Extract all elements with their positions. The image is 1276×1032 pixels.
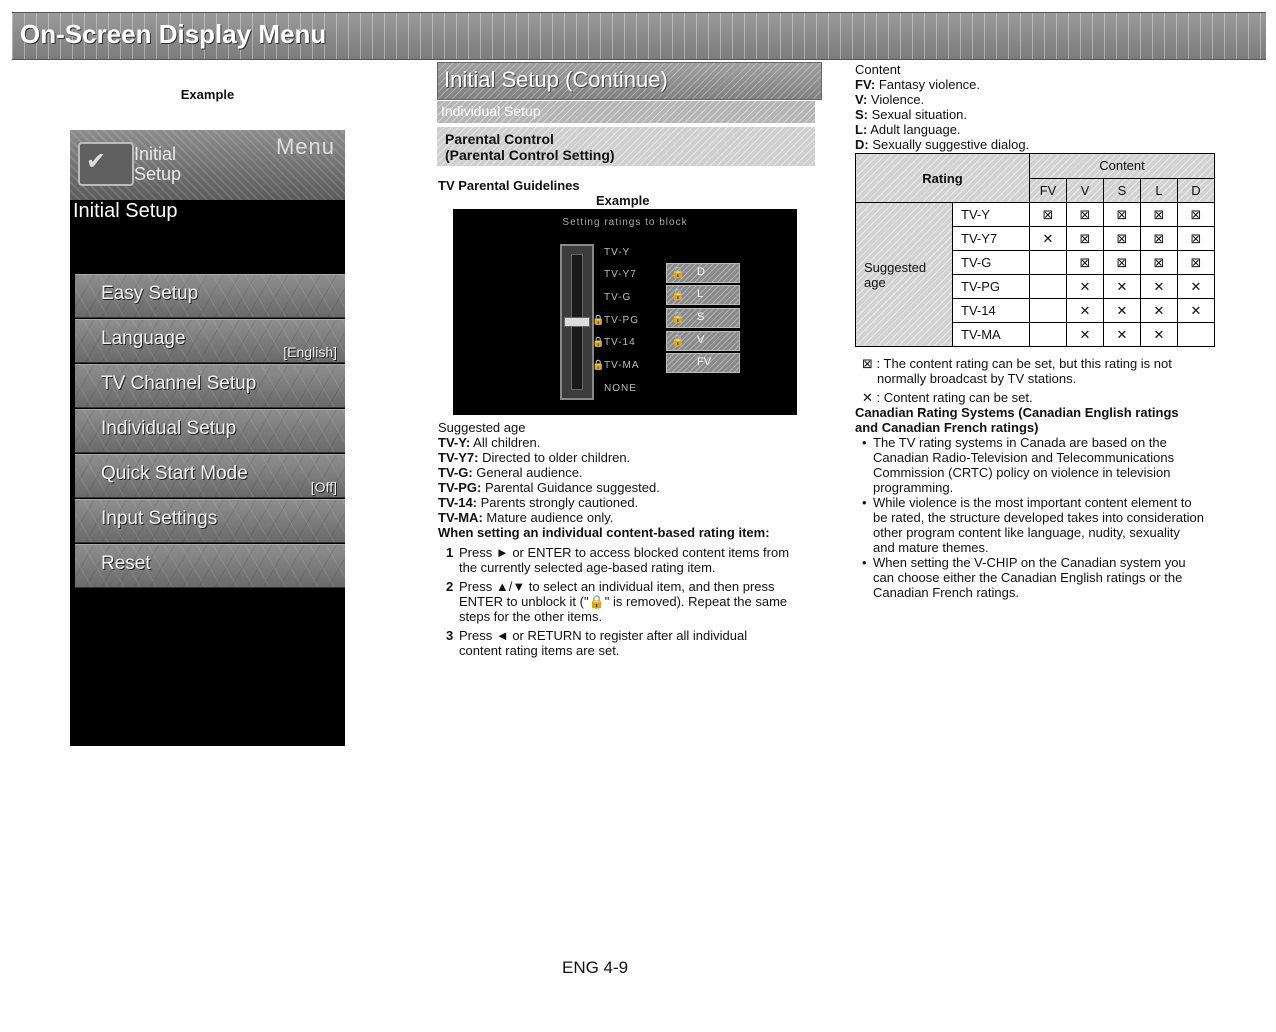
age-label-cell: TV-Y7 [953,227,1030,251]
definition-term: TV-PG: [438,480,482,495]
section-banner-title: Initial Setup (Continue) [444,67,668,92]
age-label-cell: TV-MA [953,323,1030,347]
column-header: V [1067,178,1104,203]
suggested-age-heading: Suggested age [438,420,526,435]
bullet-line: and mature themes. [873,540,989,555]
definition-desc: Mature audience only. [486,510,614,525]
lock-icon: 🔒 [671,267,685,279]
bullet-item [873,495,1204,555]
menu-item-language[interactable] [75,319,345,363]
column-header: D [1178,178,1215,203]
table-cell: ✕ [1104,299,1141,323]
content-button-label: V [697,334,705,346]
table-cell: ✕ [1104,323,1141,347]
bullet-line: When setting the V-CHIP on the Canadian system you [873,555,1186,570]
table-cell: ⊠ [1141,203,1178,227]
content-button-v[interactable] [666,331,740,351]
step-text [459,545,789,575]
definition-desc: General audience. [476,465,583,480]
age-option-label: TV-MA [604,360,640,371]
content-def-term: FV: [855,77,876,92]
content-def-l [855,122,961,137]
group-label-line: age [864,274,886,290]
menu-item-label: Quick Start Mode [101,463,248,484]
menu-item-label: Reset [101,553,151,574]
step-line: content rating items are set. [459,643,620,658]
tv-menu-screen [70,130,345,746]
table-cell: ⊠ [1141,227,1178,251]
lock-icon: 🔒 [671,335,685,347]
menu-badge-label [134,144,214,184]
menu-item-reset[interactable] [75,544,345,588]
table-cell: ✕ [1067,299,1104,323]
left-example-label: Example [180,87,235,102]
menu-item-value: [English] [283,344,337,360]
lock-icon: 🔒 [592,360,606,371]
definition-tv-y [438,435,540,450]
content-def-term: V: [855,92,868,107]
section-banner [437,62,822,100]
age-label-cell: TV-14 [953,299,1030,323]
menu-item-label: Language [101,328,186,349]
screen-caption: Setting ratings to block [562,217,688,228]
lock-icon: 🔒 [671,312,685,324]
content-item-heading: When setting an individual content-based rating item: [438,525,770,540]
menu-item-individual-setup[interactable] [75,409,345,453]
definition-term: TV-MA: [438,510,483,525]
table-cell: ⊠ [1067,227,1104,251]
content-button-label: FV [697,356,712,368]
table-cell: ✕ [1067,275,1104,299]
table-cell: ✕ [1178,275,1215,299]
table-cell: ⊠ [1178,251,1215,275]
age-option-label: TV-PG [604,315,640,326]
age-option[interactable] [592,315,652,326]
content-def-v [855,92,924,107]
step-line: steps for the other items. [459,609,603,624]
tv-menu-icon: ✔ [78,142,134,186]
bullet-item [873,555,1186,600]
bullet-item [873,435,1174,495]
boxed-x-icon: ⊠ [862,356,873,371]
content-button-label: L [697,288,704,300]
rating-table [855,153,1215,347]
definition-tv-ma [438,510,613,525]
group-label-line: Suggested [864,259,927,275]
menu-item-label: Individual Setup [101,418,237,439]
menu-item-tv-channel-setup[interactable] [75,364,345,408]
table-row [856,203,1215,227]
bullet-line: Canadian Radio-Television and Telecommunications [873,450,1175,465]
canadian-heading-line2: and Canadian French ratings) [855,420,1039,435]
bullet-line: The TV rating systems in Canada are based on the [873,435,1167,450]
age-option[interactable] [592,383,652,394]
definition-term: TV-Y: [438,435,471,450]
bullet-dot: • [862,555,867,570]
age-option-label: TV-14 [604,337,636,348]
table-cell: ✕ [1178,299,1215,323]
menu-badge-line1: Initial [134,144,177,164]
legend-boxed [862,356,1172,371]
content-def-desc: Fantasy violence. [878,77,981,92]
content-button-d[interactable] [666,263,740,283]
bullet-line: Canadian French ratings. [873,585,1019,600]
bullet-dot: • [862,435,867,450]
content-def-fv [855,77,980,92]
definition-tv-14 [438,495,638,510]
age-label-cell: TV-Y [953,203,1030,227]
content-def-desc: Adult language. [870,122,961,137]
definition-term: TV-Y7: [438,450,479,465]
legend-boxed-text: : The content rating can be set, but this rating is not [876,356,1172,371]
table-cell: ⊠ [1178,227,1215,251]
bullet-line: can choose either the Canadian English ratings or the [873,570,1183,585]
table-cell: ⊠ [1067,251,1104,275]
table-cell: ✕ [1030,227,1067,251]
header-banner [12,12,1266,60]
column-header: L [1141,178,1178,203]
table-cell: ⊠ [1104,203,1141,227]
column-header: FV [1030,178,1067,203]
lock-icon: 🔒 [671,289,685,301]
content-def-term: L: [855,122,868,137]
content-heading: Content [855,62,901,77]
tv-guidelines-heading: TV Parental Guidelines [438,178,580,193]
parental-control-box [437,127,815,166]
step-line: Press ▲/▼ to select an individual item, and then press [459,579,775,594]
table-cell: ✕ [1067,323,1104,347]
content-header: Content [1030,154,1215,179]
definition-tv-pg [438,480,660,495]
age-option[interactable] [592,337,652,348]
table-cell: ✕ [1104,275,1141,299]
legend-cross [862,390,1033,405]
column-header: S [1104,178,1141,203]
menu-item-easy-setup[interactable] [75,274,345,318]
age-option-label: TV-Y [604,247,631,258]
definition-desc: Parents strongly cautioned. [480,495,639,510]
page-title: On-Screen Display Menu [20,19,327,49]
step-text [459,579,787,624]
table-cell: ⊠ [1030,203,1067,227]
menu-item-value: [Off] [310,479,337,495]
step-line: the currently selected age-based rating item. [459,560,716,575]
content-button-label: D [697,266,705,278]
step-line: Press ◄ or RETURN to register after all individual [459,628,748,643]
age-option[interactable] [592,247,652,258]
menu-current-section: Initial Setup [73,200,178,222]
age-label-cell: TV-G [953,251,1030,275]
table-header-row [856,154,1215,179]
canadian-heading-line1: Canadian Rating Systems (Canadian English ratings [855,405,1179,420]
content-def-s [855,107,967,122]
menu-item-input-settings[interactable] [75,499,345,543]
bullet-line: be rated, the structure developed takes into consideration [873,510,1204,525]
menu-item-label: Input Settings [101,508,218,529]
definition-desc: All children. [473,435,541,450]
bullet-line: While violence is the most important content element to [873,495,1192,510]
definition-desc: Parental Guidance suggested. [484,480,660,495]
parental-control-title: Parental Control [445,131,554,147]
subsection-title: Individual Setup [441,103,541,119]
definition-term: TV-G: [438,465,473,480]
table-cell [1030,299,1067,323]
bullet-dot: • [862,495,867,510]
table-cell: ✕ [1141,323,1178,347]
content-button-s[interactable] [666,308,740,328]
content-def-desc: Violence. [870,92,925,107]
step-line: ENTER to unblock it ("🔒" is removed). Repeat the same [459,594,788,609]
table-cell [1030,275,1067,299]
legend-boxed-continued: normally broadcast by TV stations. [877,371,1077,386]
step-number: 3 [446,628,454,643]
step-line: Press ► or ENTER to access blocked content items from [459,545,790,560]
age-rating-slider[interactable] [560,244,594,400]
age-option-label: TV-Y7 [604,269,637,280]
age-option[interactable] [592,292,652,303]
menu-header [70,130,345,200]
table-cell [1178,323,1215,347]
menu-word: Menu [275,134,335,159]
age-option-label: NONE [604,383,637,394]
bullet-line: programming. [873,480,954,495]
rating-header: Rating [856,154,1030,203]
table-cell: ⊠ [1104,227,1141,251]
content-button-label: S [697,311,705,323]
menu-badge-line2: Setup [134,164,182,184]
age-option[interactable] [592,269,652,280]
step-number: 1 [446,545,454,560]
lock-icon: 🔒 [592,337,606,348]
table-cell: ⊠ [1104,251,1141,275]
age-label-cell: TV-PG [953,275,1030,299]
content-button-fv[interactable] [666,353,740,373]
table-cell: ✕ [1141,275,1178,299]
suggested-age-group-cell [856,203,953,347]
lock-icon: 🔒 [592,315,606,326]
definition-term: TV-14: [438,495,478,510]
content-def-term: S: [855,107,868,122]
bullet-line: Commission (CRTC) policy on violence in television [873,465,1171,480]
content-button-l[interactable] [666,285,740,305]
table-cell: ⊠ [1067,203,1104,227]
bullet-line: other program content like language, nudity, sexuality [873,525,1180,540]
middle-example-label: Example [596,193,650,208]
legend-cross-text: : Content rating can be set. [876,390,1033,405]
table-cell: ⊠ [1141,251,1178,275]
content-def-desc: Sexual situation. [871,107,968,122]
content-def-desc: Sexually suggestive dialog. [872,137,1030,152]
content-def-d [855,137,1029,152]
table-cell: ⊠ [1178,203,1215,227]
definition-tv-g [438,465,583,480]
table-cell [1030,251,1067,275]
parental-control-subtitle: (Parental Control Setting) [445,147,615,163]
rating-block-screen [453,209,797,415]
page-number: ENG 4-9 [562,958,629,977]
table-cell: ✕ [1141,299,1178,323]
table-cell [1030,323,1067,347]
cross-icon: ✕ [862,390,873,405]
step-number: 2 [446,579,454,594]
definition-desc: Directed to older children. [482,450,631,465]
age-option[interactable] [592,360,652,371]
content-def-term: D: [855,137,869,152]
age-option-label: TV-G [604,292,632,303]
step-text [459,628,747,658]
subsection-bar [437,101,815,123]
menu-item-label: TV Channel Setup [101,373,257,394]
slider-thumb[interactable] [564,317,590,327]
menu-item-quick-start-mode[interactable] [75,454,345,498]
definition-tv-y7 [438,450,630,465]
menu-item-label: Easy Setup [101,283,199,304]
